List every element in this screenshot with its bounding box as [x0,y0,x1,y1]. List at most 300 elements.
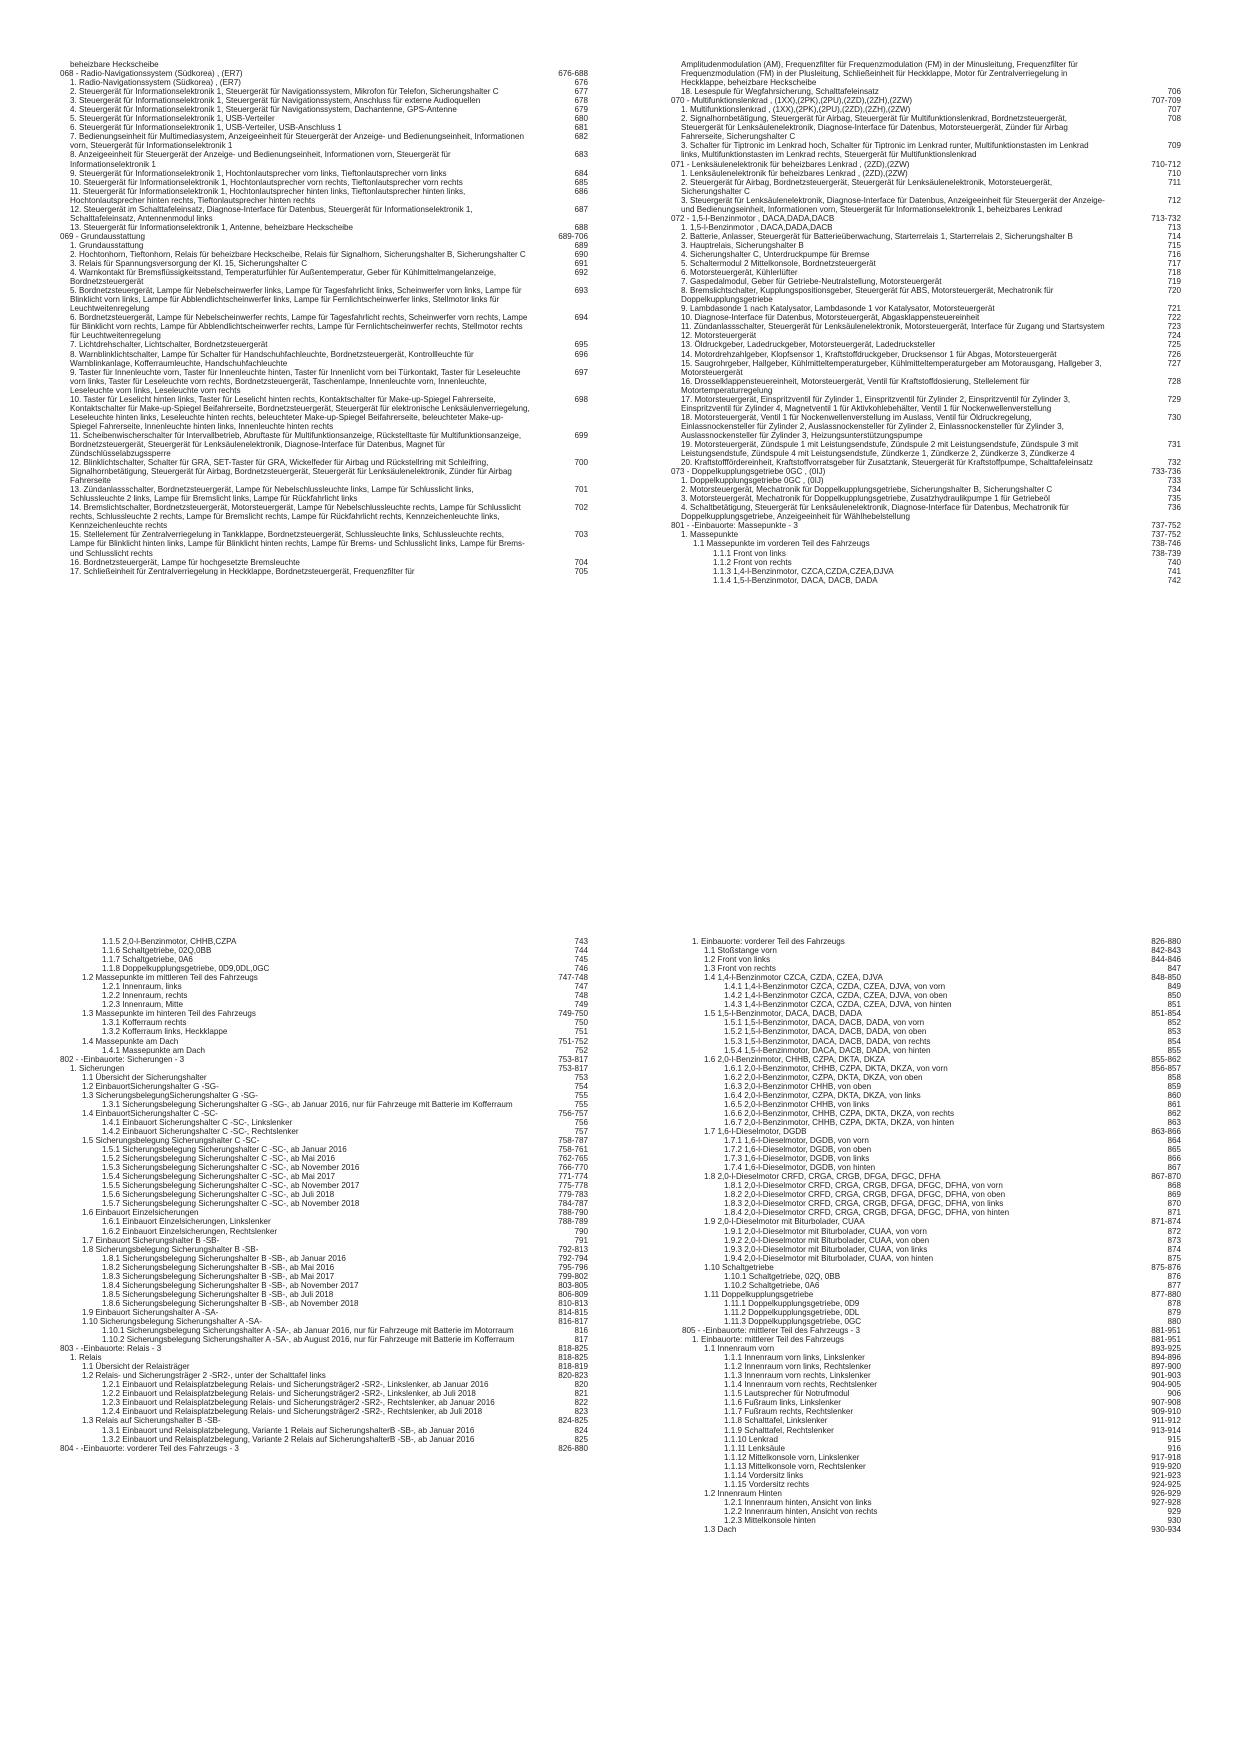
toc-entry[interactable] [682,1317,1181,1326]
toc-entry-page: 790 [574,1226,588,1236]
toc-entry[interactable] [60,1416,588,1425]
toc-entry[interactable] [60,259,588,268]
toc-entry[interactable] [682,1154,1181,1163]
toc-entry-title: 1.6.1 2,0-l-Benzinmotor, CHHB, CZPA, DKTA, DKZA, von vorn [724,1063,948,1073]
toc-entry-title: 1.6.4 2,0-l-Benzinmotor, CZPA, DKTA, DKZA, von links [724,1090,921,1100]
toc-entry[interactable] [60,1109,588,1118]
toc-entry[interactable] [671,87,1181,96]
toc-entry[interactable] [682,1516,1181,1525]
toc-entry[interactable] [60,1073,588,1082]
toc-entry[interactable] [60,1380,588,1389]
toc-entry-title: 16. Drosselklappensteuereinheit, Motorsteuergerät, Ventil für Kraftstoffdosierung, Stellelement für Motortemperaturregelung [681,376,1030,395]
toc-entry[interactable] [682,1208,1181,1217]
toc-entry-title: 1.1 Übersicht der Sicherungshalter [82,1072,207,1082]
toc-entry-page: 880 [1167,1316,1181,1326]
toc-entry[interactable] [60,205,588,223]
toc-entry[interactable] [682,1453,1181,1462]
toc-entry[interactable] [671,494,1181,503]
toc-entry-page: 826-880 [558,1443,588,1453]
toc-entry[interactable] [671,576,1181,585]
toc-entry[interactable] [60,1398,588,1407]
toc-entry[interactable] [60,1326,588,1335]
toc-entry[interactable] [671,114,1181,141]
toc-entry[interactable] [60,313,588,340]
toc-entry-page: 799-802 [558,1271,588,1281]
toc-entry[interactable] [60,1426,588,1435]
toc-entry-title: 1.2 EinbauortSicherungshalter G -SG- [82,1081,219,1091]
toc-entry[interactable] [671,549,1181,558]
toc-entry-title: 3. Relais für Spannungsversorgung der Kl. 15, Sicherungshalter C [70,259,308,269]
toc-entry[interactable] [682,1145,1181,1154]
toc-entry[interactable] [60,973,588,982]
toc-entry-page: 824 [574,1425,588,1435]
toc-entry-title: 1. Sicherungen [70,1063,125,1073]
toc-entry[interactable] [60,286,588,313]
toc-entry-title: 1. Lenksäulenelektronik für beheizbares Lenkrad , (2ZD),(2ZW) [681,168,908,178]
toc-entry[interactable] [60,1172,588,1181]
toc-entry-title: 1.4.2 Einbauort Sicherungshalter C -SC-, Rechtslenker [102,1126,299,1136]
toc-entry[interactable] [60,1009,588,1018]
toc-entry-title: 11. Zündanlassschalter, Steuergerät für Lenksäulenelektronik, Motorsteuergerät, Interface für Zugang und Startsystem [681,322,1105,332]
toc-entry-title: 1.6.7 2,0-l-Benzinmotor, CHHB, CZPA, DKTA, DKZA, von hinten [724,1117,955,1127]
toc-entry-title: 1. Relais [70,1353,102,1363]
toc-entry[interactable] [682,1308,1181,1317]
toc-entry-title: 1.6.5 2,0-l-Benzinmotor CHHB, von links [724,1099,870,1109]
toc-entry[interactable] [60,1254,588,1263]
toc-entry[interactable] [60,268,588,286]
toc-entry[interactable] [60,503,588,530]
toc-entry-page: 868 [1167,1181,1181,1191]
toc-entry[interactable] [682,946,1181,955]
toc-entry-title: 1.5 1,5-l-Benzinmotor, DACA, DACB, DADA [704,1009,862,1019]
toc-entry[interactable] [671,440,1181,458]
toc-entry[interactable] [682,1462,1181,1471]
toc-entry-title: 801 - -Einbauorte: Massepunkte - 3 [671,521,798,531]
toc-entry-title: 1.5.6 Sicherungsbelegung Sicherungshalter C -SC-, ab Juli 2018 [102,1190,335,1200]
toc-entry-page: 726 [1167,349,1181,359]
toc-entry[interactable] [671,395,1181,413]
toc-entry[interactable] [671,241,1181,250]
toc-panel-bottom-left [60,937,588,1453]
toc-entry[interactable] [60,1091,588,1100]
toc-entry[interactable] [682,1254,1181,1263]
toc-entry[interactable] [682,1353,1181,1362]
toc-entry-title: 11. Steuergerät für Informationselektronik 1, Hochtonlautsprecher hinten links, Tieftonlautsprecher hinten links, Hochtonlautsprecher hinten rechts, Tieftonlautsprecher hinten rechts [70,186,466,205]
toc-entry[interactable] [682,1489,1181,1498]
toc-entry[interactable] [682,1000,1181,1009]
toc-entry[interactable] [60,1335,588,1344]
toc-entry[interactable] [671,485,1181,494]
toc-entry-page: 911-912 [1151,1416,1181,1426]
toc-entry-page: 855-862 [1151,1054,1181,1064]
toc-entry[interactable] [682,1444,1181,1453]
toc-entry[interactable] [682,991,1181,1000]
toc-entry-page: 676 [574,78,588,88]
toc-entry[interactable] [682,1009,1181,1018]
toc-entry[interactable] [60,1208,588,1217]
toc-entry-title: 1.2.3 Innenraum, Mitte [102,1000,183,1010]
toc-entry[interactable] [60,368,588,395]
toc-entry-title: 802 - -Einbauorte: Sicherungen - 3 [60,1054,185,1064]
toc-entry[interactable] [60,458,588,485]
toc-entry[interactable] [671,304,1181,313]
toc-entry[interactable] [60,250,588,259]
toc-entry[interactable] [682,1263,1181,1272]
toc-entry[interactable] [60,1245,588,1254]
toc-entry-title: 1.7.1 1,6-l-Dieselmotor, DGDB, von vorn [724,1136,869,1146]
toc-entry[interactable] [682,1407,1181,1416]
toc-entry-title: 10. Steuergerät für Informationselektronik 1, Hochtonlautsprecher vorn rechts, Tieftonlautsprecher vorn rechts [70,177,463,187]
toc-entry[interactable] [60,1154,588,1163]
toc-entry-title: 1.3 Front von rechts [704,964,776,974]
toc-entry-title: 1.6.6 2,0-l-Benzinmotor, CHHB, CZPA, DKTA, DKZA, von rechts [724,1108,954,1118]
toc-entry-title: 10. Taster für Leselicht hinten links, Taster für Leselicht hinten rechts, Kontaktschalter für Make-up-Spiegel Fahrerseite, Kontaktschalter für Make-up-Spiegel Beifahrerseite, Bordnetzsteuergerät, Steuergerät für elektronische Lenksäulenverriegelung, Leseleuchte hinten links, Leseleuchte hinten rechts, beleuchteter Make-up-Spiegel Beifahrerseite, beleuchteter Make-up-Spiegel Fahrerseite, Innenleuchte hinten links, Innenleuchte hinten rechts [70,394,530,431]
toc-entry-page: 867 [1167,1163,1181,1173]
toc-entry[interactable] [682,1136,1181,1145]
toc-entry[interactable] [60,1444,588,1453]
toc-entry[interactable] [60,1127,588,1136]
toc-entry[interactable] [60,530,588,557]
toc-entry[interactable] [671,223,1181,232]
toc-entry[interactable] [682,1118,1181,1127]
toc-entry-title: 1.1.9 Schalttafel, Rechtslenker [724,1425,834,1435]
toc-entry-title: 9. Steuergerät für Informationselektronik 1, Hochtonlautsprecher vorn links, Tieftonlautsprecher vorn links [70,168,447,178]
toc-entry[interactable] [60,340,588,349]
toc-entry[interactable] [671,322,1181,331]
toc-entry-title: 6. Steuergerät für Informationselektronik 1, USB-Verteiler, USB-Anschluss 1 [70,123,342,133]
toc-entry[interactable] [682,1525,1181,1534]
toc-entry-title: 1.2.2 Einbauort und Relaisplatzbelegung Relais- und Sicherungsträger2 -SR2-, Linkslenker, ab Juli 2018 [102,1389,476,1399]
toc-entry-page: 679 [574,105,588,115]
toc-entry[interactable] [682,1480,1181,1489]
toc-entry[interactable] [60,955,588,964]
toc-entry[interactable] [671,178,1181,196]
toc-entry[interactable] [682,1426,1181,1435]
toc-entry-title: 1.2.2 Innenraum hinten, Ansicht von rechts [724,1506,878,1516]
toc-entry[interactable] [60,1000,588,1009]
toc-entry[interactable] [60,1272,588,1281]
toc-entry[interactable] [60,187,588,205]
toc-entry[interactable] [60,132,588,150]
toc-entry-title: 2. Motorsteuergerät, Mechatronik für Doppelkupplungsgetriebe, Sicherungshalter B, Sicherungshalter C [681,485,1053,495]
toc-entry-page: 677 [574,87,588,97]
toc-entry[interactable] [671,567,1181,576]
toc-entry-title: 1.1.3 Innenraum vorn rechts, Linkslenker [724,1371,871,1381]
toc-entry[interactable] [671,467,1181,476]
toc-entry[interactable] [682,1398,1181,1407]
toc-entry[interactable] [60,60,588,69]
toc-entry[interactable] [60,1018,588,1027]
toc-entry-title: 1.4.1 1,4-l-Benzinmotor CZCA, CZDA, CZEA, DJVA, von vorn [724,982,946,992]
toc-entry-page: 691 [574,259,588,269]
toc-entry-page: 766-770 [558,1163,588,1173]
toc-entry-page: 877-880 [1151,1289,1181,1299]
toc-entry[interactable] [671,232,1181,241]
toc-entry[interactable] [682,1362,1181,1371]
toc-entry[interactable] [60,1145,588,1154]
toc-entry-page: 683 [574,150,588,160]
toc-entry[interactable] [60,69,588,78]
toc-entry[interactable] [60,87,588,96]
toc-entry-page: 750 [574,1018,588,1028]
toc-entry[interactable] [60,105,588,114]
toc-entry-title: 1.8.4 Sicherungsbelegung Sicherungshalter B -SB-, ab November 2017 [102,1280,359,1290]
toc-entry[interactable] [682,1371,1181,1380]
toc-entry[interactable] [60,558,588,567]
toc-entry[interactable] [682,1100,1181,1109]
toc-entry[interactable] [60,1290,588,1299]
toc-entry[interactable] [60,567,588,576]
toc-entry[interactable] [682,1435,1181,1444]
toc-entry[interactable] [682,1037,1181,1046]
toc-entry[interactable] [60,1100,588,1109]
toc-entry-title: 6. Bordnetzsteuergerät, Lampe für Nebelscheinwerfer rechts, Lampe für Tagesfahrlicht rechts, Scheinwerfer vorn rechts, Lampe für Blinklicht vorn rechts, Lampe für Abblendlichtscheinwerfer rechts, Lampe für Fernlichtscheinwerfer rechts, Stellmotor rechts für Leuchtweitenregelung [70,313,528,341]
toc-entry[interactable] [682,1380,1181,1389]
toc-entry[interactable] [682,1055,1181,1064]
toc-entry-title: 1.8.3 Sicherungsbelegung Sicherungshalter B -SB-, ab Mai 2017 [102,1271,335,1281]
toc-entry[interactable] [671,160,1181,169]
toc-entry[interactable] [682,964,1181,973]
toc-entry[interactable] [671,350,1181,359]
toc-entry[interactable] [60,1199,588,1208]
toc-entry[interactable] [671,331,1181,340]
toc-entry[interactable] [60,1236,588,1245]
toc-entry[interactable] [682,1073,1181,1082]
toc-entry[interactable] [682,1326,1181,1335]
toc-entry[interactable] [682,1046,1181,1055]
toc-entry-title: 1.1.5 2,0-l-Benzinmotor, CHHB,CZPA [102,937,237,946]
toc-entry-title: 1.1.10 Lenkrad [724,1434,779,1444]
toc-entry[interactable] [60,350,588,368]
toc-entry[interactable] [60,1389,588,1398]
toc-entry-page: 697 [574,367,588,377]
toc-entry[interactable] [60,1082,588,1091]
toc-entry[interactable] [682,1181,1181,1190]
toc-entry[interactable] [682,1471,1181,1480]
toc-entry[interactable] [682,955,1181,964]
toc-entry[interactable] [682,1299,1181,1308]
toc-entry-page: 758-761 [558,1145,588,1155]
toc-entry-page: 926-929 [1151,1488,1181,1498]
toc-entry-page: 738-746 [1151,539,1181,549]
toc-entry-page: 749-750 [558,1009,588,1019]
toc-entry[interactable] [60,1136,588,1145]
toc-entry-page: 893-925 [1151,1344,1181,1354]
toc-entry[interactable] [60,1181,588,1190]
toc-entry-title: 1.8.1 Sicherungsbelegung Sicherungshalter B -SB-, ab Januar 2016 [102,1253,346,1263]
toc-entry-title: 1.2 Front von links [704,955,771,965]
toc-entry-page: 722 [1167,313,1181,323]
toc-entry[interactable] [682,1064,1181,1073]
toc-entry[interactable] [682,982,1181,991]
toc-entry-page: 753-817 [558,1063,588,1073]
toc-entry[interactable] [682,1109,1181,1118]
toc-entry-page: 714 [1167,231,1181,241]
toc-entry[interactable] [671,359,1181,377]
toc-entry[interactable] [60,1263,588,1272]
toc-entry[interactable] [60,485,588,503]
toc-entry[interactable] [671,413,1181,440]
toc-entry[interactable] [682,1507,1181,1516]
toc-entry[interactable] [671,530,1181,539]
toc-entry[interactable] [671,313,1181,322]
toc-entry[interactable] [60,1217,588,1226]
toc-entry[interactable] [682,1236,1181,1245]
toc-entry[interactable] [60,1190,588,1199]
toc-entry[interactable] [682,1190,1181,1199]
toc-entry[interactable] [60,1407,588,1416]
toc-entry[interactable] [682,1335,1181,1344]
toc-entry[interactable] [671,458,1181,467]
toc-entry[interactable] [682,1018,1181,1027]
toc-entry[interactable] [682,1498,1181,1507]
toc-entry[interactable] [671,558,1181,567]
toc-entry-title: 13. Steuergerät für Informationselektronik 1, Antenne, beheizbare Heckscheibe [70,222,354,232]
toc-entry[interactable] [60,982,588,991]
toc-entry[interactable] [60,78,588,87]
toc-entry-page: 744 [574,946,588,956]
toc-entry[interactable] [60,223,588,232]
toc-entry-page: 852 [1167,1018,1181,1028]
toc-entry[interactable] [671,268,1181,277]
toc-entry[interactable] [60,114,588,123]
toc-entry[interactable] [60,96,588,105]
toc-entry[interactable] [682,1217,1181,1226]
toc-entry-title: 804 - -Einbauorte: vorderer Teil des Fahrzeugs - 3 [60,1443,239,1453]
toc-entry[interactable] [60,178,588,187]
toc-entry[interactable] [60,1371,588,1380]
toc-entry[interactable] [60,946,588,955]
toc-entry[interactable] [682,1272,1181,1281]
toc-entry-title: 9. Lambdasonde 1 nach Katalysator, Lambdasonde 1 vor Katalysator, Motorsteuergerät [681,304,995,314]
toc-entry[interactable] [671,141,1181,159]
toc-entry-title: 1.1.6 Schaltgetriebe, 02Q,0BB [102,946,212,956]
toc-entry[interactable] [60,1344,588,1353]
toc-entry[interactable] [671,96,1181,105]
toc-entry[interactable] [682,1163,1181,1172]
toc-entry[interactable] [60,123,588,132]
toc-entry[interactable] [671,286,1181,304]
toc-entry[interactable] [60,1027,588,1036]
toc-entry[interactable] [60,1317,588,1326]
toc-entry-title: 1.5.7 Sicherungsbelegung Sicherungshalter C -SC-, ab November 2018 [102,1199,360,1209]
toc-entry[interactable] [671,196,1181,214]
toc-entry[interactable] [60,1281,588,1290]
toc-entry[interactable] [682,1416,1181,1425]
toc-entry[interactable] [671,521,1181,530]
toc-entry-title: 1.6.3 2,0-l-Benzinmotor CHHB, von oben [724,1081,872,1091]
toc-entry[interactable] [671,503,1181,521]
toc-entry-page: 848-850 [1151,973,1181,983]
toc-entry-page: 741 [1167,566,1181,576]
toc-entry[interactable] [60,1308,588,1317]
toc-entry[interactable] [60,169,588,178]
toc-entry-page: 865 [1167,1145,1181,1155]
toc-entry[interactable] [671,214,1181,223]
toc-entry[interactable] [671,340,1181,349]
toc-entry[interactable] [60,1227,588,1236]
toc-entry[interactable] [682,1127,1181,1136]
toc-entry-page: 710 [1167,168,1181,178]
toc-entry[interactable] [671,259,1181,268]
toc-entry-title: 1.3 Massepunkte im hinteren Teil des Fahrzeugs [82,1009,256,1019]
toc-entry[interactable] [60,991,588,1000]
toc-entry[interactable] [671,476,1181,485]
toc-entry-page: 716 [1167,249,1181,259]
toc-entry-title: 1.1 Stoßstange vorn [704,946,777,956]
toc-entry-page: 756 [574,1117,588,1127]
toc-entry-title: 1.9.4 2,0-l-Dieselmotor mit Biturbolader, CUAA, von hinten [724,1253,934,1263]
toc-entry[interactable] [60,232,588,241]
toc-entry-title: 1.1.6 Fußraum links, Linkslenker [724,1398,841,1408]
toc-entry-title: 1.1.12 Mittelkonsole vorn, Linkslenker [724,1452,860,1462]
toc-entry[interactable] [682,1344,1181,1353]
toc-entry[interactable] [671,105,1181,114]
toc-entry[interactable] [60,1163,588,1172]
toc-entry[interactable] [60,1353,588,1362]
toc-entry[interactable] [60,964,588,973]
toc-entry[interactable] [671,60,1181,87]
toc-entry[interactable] [682,1227,1181,1236]
toc-entry-page: 877 [1167,1280,1181,1290]
toc-entry[interactable] [682,1199,1181,1208]
toc-entry-page: 784-787 [558,1199,588,1209]
toc-entry[interactable] [682,1281,1181,1290]
toc-entry[interactable] [60,1046,588,1055]
toc-entry[interactable] [671,277,1181,286]
toc-entry[interactable] [60,1362,588,1371]
toc-entry[interactable] [60,937,588,946]
toc-entry-title: 3. Steuergerät für Lenksäulenelektronik, Diagnose-Interface für Datenbus, Anzeigeeinheit für Steuergerät der Anzeige- und Bedienungseinheit, Informationen vorn, Steuergerät für Informationselektronik 1, beheizbares Lenkrad [681,195,1105,214]
toc-panel-top-right [671,60,1181,585]
toc-entry-title: 3. Schalter für Tiptronic im Lenkrad hoch, Schalter für Tiptronic im Lenkrad runter, Multifunktionstasten im Lenkrad links, Multifunktionstasten im Lenkrad rechts, Steuergerät für Multifunktionslenkrad [681,141,1089,160]
toc-entry[interactable] [682,1172,1181,1181]
toc-entry[interactable] [682,937,1181,946]
toc-entry[interactable] [671,169,1181,178]
toc-entry[interactable] [671,539,1181,548]
toc-entry[interactable] [682,1290,1181,1299]
toc-entry[interactable] [60,241,588,250]
toc-entry[interactable] [60,150,588,168]
toc-entry[interactable] [682,1091,1181,1100]
toc-entry[interactable] [671,250,1181,259]
toc-entry[interactable] [60,431,588,458]
toc-entry[interactable] [671,377,1181,395]
toc-entry-page: 752 [574,1045,588,1055]
toc-entry[interactable] [60,1435,588,1444]
toc-entry[interactable] [60,1055,588,1064]
toc-entry[interactable] [60,1299,588,1308]
toc-entry-page: 747 [574,982,588,992]
toc-entry-page: 795-796 [558,1262,588,1272]
toc-entry[interactable] [60,1037,588,1046]
toc-entry-page: 689-706 [558,231,588,241]
toc-entry-page: 715 [1167,240,1181,250]
toc-entry-page: 738-739 [1151,548,1181,558]
toc-entry[interactable] [60,395,588,431]
toc-entry[interactable] [682,1027,1181,1036]
toc-entry[interactable] [682,973,1181,982]
toc-entry-page: 758-787 [558,1136,588,1146]
toc-entry-page: 810-813 [558,1298,588,1308]
toc-entry[interactable] [682,1082,1181,1091]
toc-entry[interactable] [682,1389,1181,1398]
toc-entry[interactable] [60,1064,588,1073]
toc-entry-page: 700 [574,458,588,468]
toc-entry[interactable] [60,1118,588,1127]
toc-entry[interactable] [682,1245,1181,1254]
toc-entry-title: 071 - Lenksäulenelektronik für beheizbares Lenkrad , (2ZD),(2ZW) [671,159,910,169]
